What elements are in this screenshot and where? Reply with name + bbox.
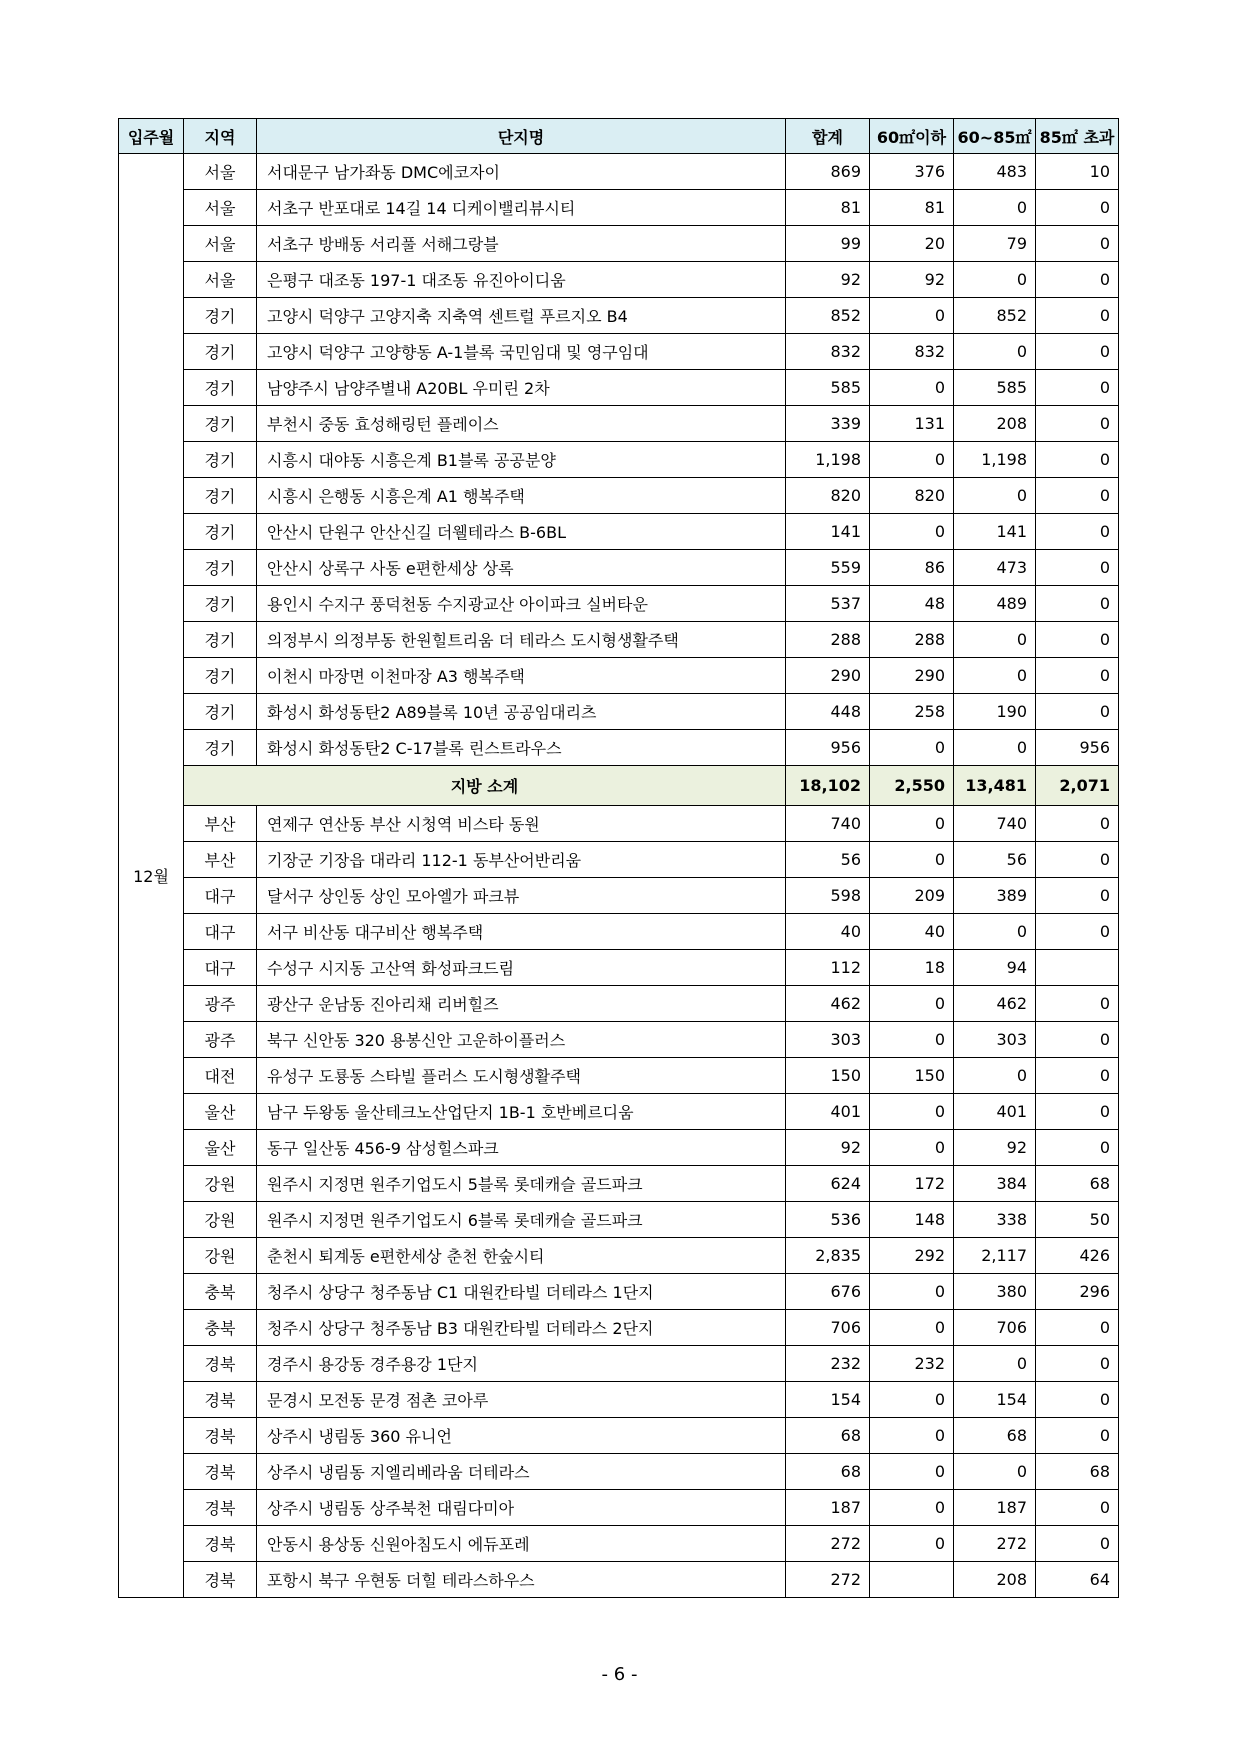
header-complex: 단지명 [257, 119, 786, 154]
over85-cell: 0 [1036, 442, 1119, 478]
under60-cell: 0 [870, 1310, 954, 1346]
complex-name-cell: 이천시 마장면 이천마장 A3 행복주택 [257, 658, 786, 694]
table-row [119, 1490, 1119, 1526]
mid-cell: 56 [954, 842, 1036, 878]
under60-cell: 209 [870, 878, 954, 914]
header-row [119, 119, 1119, 154]
table-row [119, 1562, 1119, 1598]
over85-cell [1036, 950, 1119, 986]
under60-cell: 376 [870, 154, 954, 190]
total-cell: 956 [786, 730, 870, 766]
mid-cell: 483 [954, 154, 1036, 190]
mid-cell: 706 [954, 1310, 1036, 1346]
over85-cell: 296 [1036, 1274, 1119, 1310]
under60-cell: 0 [870, 298, 954, 334]
complex-name-cell: 남양주시 남양주별내 A20BL 우미린 2차 [257, 370, 786, 406]
region-cell: 충북 [184, 1310, 257, 1346]
complex-name-cell: 유성구 도룡동 스타빌 플러스 도시형생활주택 [257, 1058, 786, 1094]
over85-cell: 0 [1036, 226, 1119, 262]
region-cell: 충북 [184, 1274, 257, 1310]
complex-name-cell: 용인시 수지구 풍덕천동 수지광교산 아이파크 실버타운 [257, 586, 786, 622]
total-cell: 68 [786, 1454, 870, 1490]
mid-cell: 380 [954, 1274, 1036, 1310]
header-total: 합계 [786, 119, 870, 154]
mid-cell: 0 [954, 914, 1036, 950]
under60-cell: 40 [870, 914, 954, 950]
table-row [119, 1202, 1119, 1238]
table-row [119, 1418, 1119, 1454]
complex-name-cell: 서대문구 남가좌동 DMC에코자이 [257, 154, 786, 190]
under60-cell: 0 [870, 1454, 954, 1490]
table-row [119, 478, 1119, 514]
region-cell: 강원 [184, 1202, 257, 1238]
table-row [119, 1058, 1119, 1094]
under60-cell: 292 [870, 1238, 954, 1274]
subtotal-under60: 2,550 [870, 766, 954, 806]
header-under60: 60㎡이하 [870, 119, 954, 154]
under60-cell: 20 [870, 226, 954, 262]
region-cell: 경북 [184, 1346, 257, 1382]
housing-supply-table [118, 118, 1119, 1598]
mid-cell: 384 [954, 1166, 1036, 1202]
under60-cell: 86 [870, 550, 954, 586]
over85-cell: 956 [1036, 730, 1119, 766]
over85-cell: 0 [1036, 1526, 1119, 1562]
under60-cell: 48 [870, 586, 954, 622]
mid-cell: 389 [954, 878, 1036, 914]
total-cell: 536 [786, 1202, 870, 1238]
total-cell: 832 [786, 334, 870, 370]
total-cell: 1,198 [786, 442, 870, 478]
over85-cell: 0 [1036, 550, 1119, 586]
table-row [119, 950, 1119, 986]
over85-cell: 0 [1036, 478, 1119, 514]
table-row [119, 1454, 1119, 1490]
over85-cell: 0 [1036, 406, 1119, 442]
mid-cell: 1,198 [954, 442, 1036, 478]
under60-cell: 0 [870, 1382, 954, 1418]
total-cell: 740 [786, 806, 870, 842]
under60-cell: 150 [870, 1058, 954, 1094]
table-row [119, 986, 1119, 1022]
under60-cell: 0 [870, 730, 954, 766]
complex-name-cell: 북구 신안동 320 용봉신안 고운하이플러스 [257, 1022, 786, 1058]
under60-cell: 258 [870, 694, 954, 730]
total-cell: 585 [786, 370, 870, 406]
over85-cell: 0 [1036, 262, 1119, 298]
region-cell: 대전 [184, 1058, 257, 1094]
region-cell: 광주 [184, 1022, 257, 1058]
total-cell: 401 [786, 1094, 870, 1130]
subtotal-total: 18,102 [786, 766, 870, 806]
complex-name-cell: 남구 두왕동 울산테크노산업단지 1B-1 호반베르디움 [257, 1094, 786, 1130]
page-number: - 6 - [601, 1664, 638, 1685]
total-cell: 820 [786, 478, 870, 514]
complex-name-cell: 기장군 기장읍 대라리 112-1 동부산어반리움 [257, 842, 786, 878]
mid-cell: 2,117 [954, 1238, 1036, 1274]
complex-name-cell: 서구 비산동 대구비산 행복주택 [257, 914, 786, 950]
total-cell: 598 [786, 878, 870, 914]
region-cell: 경기 [184, 478, 257, 514]
complex-name-cell: 안산시 상록구 사동 e편한세상 상록 [257, 550, 786, 586]
region-cell: 경북 [184, 1562, 257, 1598]
region-cell: 경기 [184, 406, 257, 442]
under60-cell: 0 [870, 1490, 954, 1526]
mid-cell: 0 [954, 1058, 1036, 1094]
complex-name-cell: 화성시 화성동탄2 A89블록 10년 공공임대리츠 [257, 694, 786, 730]
table-row [119, 226, 1119, 262]
complex-name-cell: 고양시 덕양구 고양향동 A-1블록 국민임대 및 영구임대 [257, 334, 786, 370]
under60-cell: 290 [870, 658, 954, 694]
complex-name-cell: 춘천시 퇴계동 e편한세상 춘천 한숲시티 [257, 1238, 786, 1274]
table-row [119, 442, 1119, 478]
complex-name-cell: 안동시 용상동 신원아침도시 에듀포레 [257, 1526, 786, 1562]
mid-cell: 473 [954, 550, 1036, 586]
over85-cell: 0 [1036, 658, 1119, 694]
over85-cell: 64 [1036, 1562, 1119, 1598]
header-month: 입주월 [119, 119, 184, 154]
under60-cell: 92 [870, 262, 954, 298]
total-cell: 288 [786, 622, 870, 658]
over85-cell: 0 [1036, 1418, 1119, 1454]
mid-cell: 79 [954, 226, 1036, 262]
table-row [119, 806, 1119, 842]
total-cell: 462 [786, 986, 870, 1022]
mid-cell: 338 [954, 1202, 1036, 1238]
complex-name-cell: 의정부시 의정부동 한원힐트리움 더 테라스 도시형생활주택 [257, 622, 786, 658]
region-cell: 서울 [184, 262, 257, 298]
total-cell: 150 [786, 1058, 870, 1094]
region-cell: 서울 [184, 154, 257, 190]
total-cell: 272 [786, 1526, 870, 1562]
total-cell: 448 [786, 694, 870, 730]
region-cell: 울산 [184, 1094, 257, 1130]
total-cell: 559 [786, 550, 870, 586]
table-row [119, 406, 1119, 442]
complex-name-cell: 문경시 모전동 문경 점촌 코아루 [257, 1382, 786, 1418]
table-row [119, 370, 1119, 406]
header-over85: 85㎡ 초과 [1036, 119, 1119, 154]
total-cell: 99 [786, 226, 870, 262]
month-cell: 12월 [119, 154, 184, 1598]
header-60-85: 60~85㎡ [954, 119, 1036, 154]
mid-cell: 0 [954, 1346, 1036, 1382]
total-cell: 154 [786, 1382, 870, 1418]
complex-name-cell: 시흥시 대야동 시흥은계 B1블록 공공분양 [257, 442, 786, 478]
region-cell: 부산 [184, 842, 257, 878]
region-cell: 울산 [184, 1130, 257, 1166]
over85-cell: 426 [1036, 1238, 1119, 1274]
over85-cell: 0 [1036, 1346, 1119, 1382]
mid-cell: 0 [954, 1454, 1036, 1490]
total-cell: 68 [786, 1418, 870, 1454]
table-row [119, 262, 1119, 298]
region-cell: 경기 [184, 586, 257, 622]
table-row [119, 514, 1119, 550]
mid-cell: 0 [954, 658, 1036, 694]
region-cell: 경기 [184, 370, 257, 406]
under60-cell [870, 1562, 954, 1598]
mid-cell: 0 [954, 730, 1036, 766]
over85-cell: 0 [1036, 1382, 1119, 1418]
table-row [119, 586, 1119, 622]
complex-name-cell: 화성시 화성동탄2 C-17블록 린스트라우스 [257, 730, 786, 766]
complex-name-cell: 고양시 덕양구 고양지축 지축역 센트럴 푸르지오 B4 [257, 298, 786, 334]
under60-cell: 0 [870, 442, 954, 478]
over85-cell: 0 [1036, 914, 1119, 950]
complex-name-cell: 은평구 대조동 197-1 대조동 유진아이디움 [257, 262, 786, 298]
under60-cell: 0 [870, 806, 954, 842]
total-cell: 40 [786, 914, 870, 950]
complex-name-cell: 상주시 냉림동 지엘리베라움 더테라스 [257, 1454, 786, 1490]
under60-cell: 148 [870, 1202, 954, 1238]
table-row [119, 1310, 1119, 1346]
region-cell: 대구 [184, 950, 257, 986]
total-cell: 869 [786, 154, 870, 190]
over85-cell: 0 [1036, 1310, 1119, 1346]
total-cell: 290 [786, 658, 870, 694]
mid-cell: 208 [954, 406, 1036, 442]
total-cell: 112 [786, 950, 870, 986]
region-cell: 부산 [184, 806, 257, 842]
region-cell: 경기 [184, 442, 257, 478]
table-row [119, 1022, 1119, 1058]
under60-cell: 832 [870, 334, 954, 370]
under60-cell: 0 [870, 1094, 954, 1130]
mid-cell: 740 [954, 806, 1036, 842]
region-cell: 서울 [184, 226, 257, 262]
under60-cell: 0 [870, 370, 954, 406]
total-cell: 676 [786, 1274, 870, 1310]
over85-cell: 0 [1036, 694, 1119, 730]
complex-name-cell: 경주시 용강동 경주용강 1단지 [257, 1346, 786, 1382]
table-row [119, 190, 1119, 226]
under60-cell: 0 [870, 1022, 954, 1058]
mid-cell: 852 [954, 298, 1036, 334]
table-row [119, 694, 1119, 730]
table-row [119, 842, 1119, 878]
table-row [119, 1274, 1119, 1310]
over85-cell: 0 [1036, 586, 1119, 622]
under60-cell: 0 [870, 986, 954, 1022]
complex-name-cell: 원주시 지정면 원주기업도시 6블록 롯데캐슬 골드파크 [257, 1202, 786, 1238]
mid-cell: 190 [954, 694, 1036, 730]
region-cell: 경기 [184, 514, 257, 550]
table-row [119, 334, 1119, 370]
mid-cell: 303 [954, 1022, 1036, 1058]
table-row [119, 1094, 1119, 1130]
region-cell: 경기 [184, 334, 257, 370]
mid-cell: 272 [954, 1526, 1036, 1562]
complex-name-cell: 부천시 중동 효성해링턴 플레이스 [257, 406, 786, 442]
table-row [119, 1238, 1119, 1274]
under60-cell: 18 [870, 950, 954, 986]
total-cell: 92 [786, 262, 870, 298]
table-body [119, 154, 1119, 1598]
total-cell: 706 [786, 1310, 870, 1346]
complex-name-cell: 시흥시 은행동 시흥은계 A1 행복주택 [257, 478, 786, 514]
total-cell: 92 [786, 1130, 870, 1166]
mid-cell: 0 [954, 190, 1036, 226]
complex-name-cell: 원주시 지정면 원주기업도시 5블록 롯데캐슬 골드파크 [257, 1166, 786, 1202]
mid-cell: 92 [954, 1130, 1036, 1166]
over85-cell: 0 [1036, 1094, 1119, 1130]
total-cell: 141 [786, 514, 870, 550]
under60-cell: 172 [870, 1166, 954, 1202]
region-cell: 경북 [184, 1490, 257, 1526]
table-row [119, 154, 1119, 190]
over85-cell: 0 [1036, 986, 1119, 1022]
complex-name-cell: 동구 일산동 456-9 삼성힐스파크 [257, 1130, 786, 1166]
region-cell: 강원 [184, 1166, 257, 1202]
table-row [119, 298, 1119, 334]
mid-cell: 0 [954, 334, 1036, 370]
over85-cell: 68 [1036, 1454, 1119, 1490]
region-cell: 경기 [184, 694, 257, 730]
complex-name-cell: 포항시 북구 우현동 더힐 테라스하우스 [257, 1562, 786, 1598]
region-cell: 경기 [184, 730, 257, 766]
table-row [119, 914, 1119, 950]
under60-cell: 820 [870, 478, 954, 514]
complex-name-cell: 안산시 단원구 안산신길 더웰테라스 B-6BL [257, 514, 786, 550]
table-row [119, 878, 1119, 914]
mid-cell: 154 [954, 1382, 1036, 1418]
over85-cell: 0 [1036, 370, 1119, 406]
over85-cell: 10 [1036, 154, 1119, 190]
total-cell: 272 [786, 1562, 870, 1598]
region-cell: 경북 [184, 1382, 257, 1418]
total-cell: 56 [786, 842, 870, 878]
table-row [119, 1346, 1119, 1382]
complex-name-cell: 달서구 상인동 상인 모아엘가 파크뷰 [257, 878, 786, 914]
mid-cell: 0 [954, 478, 1036, 514]
under60-cell: 131 [870, 406, 954, 442]
mid-cell: 0 [954, 622, 1036, 658]
region-cell: 경기 [184, 298, 257, 334]
mid-cell: 401 [954, 1094, 1036, 1130]
over85-cell: 0 [1036, 1022, 1119, 1058]
region-cell: 대구 [184, 914, 257, 950]
region-cell: 대구 [184, 878, 257, 914]
over85-cell: 0 [1036, 334, 1119, 370]
table-row [119, 730, 1119, 766]
region-cell: 서울 [184, 190, 257, 226]
total-cell: 2,835 [786, 1238, 870, 1274]
table-row [119, 658, 1119, 694]
mid-cell: 208 [954, 1562, 1036, 1598]
complex-name-cell: 광산구 운남동 진아리채 리버힐즈 [257, 986, 786, 1022]
complex-name-cell: 청주시 상당구 청주동남 C1 대원칸타빌 더테라스 1단지 [257, 1274, 786, 1310]
under60-cell: 81 [870, 190, 954, 226]
subtotal-row [119, 766, 1119, 806]
table-row [119, 1130, 1119, 1166]
over85-cell: 0 [1036, 842, 1119, 878]
region-cell: 경기 [184, 550, 257, 586]
table-row [119, 622, 1119, 658]
region-cell: 경북 [184, 1454, 257, 1490]
complex-name-cell: 연제구 연산동 부산 시청역 비스타 동원 [257, 806, 786, 842]
over85-cell: 0 [1036, 1490, 1119, 1526]
under60-cell: 0 [870, 1418, 954, 1454]
region-cell: 광주 [184, 986, 257, 1022]
mid-cell: 141 [954, 514, 1036, 550]
over85-cell: 0 [1036, 1058, 1119, 1094]
total-cell: 339 [786, 406, 870, 442]
region-cell: 경북 [184, 1526, 257, 1562]
under60-cell: 0 [870, 1526, 954, 1562]
under60-cell: 0 [870, 1130, 954, 1166]
complex-name-cell: 수성구 시지동 고산역 화성파크드림 [257, 950, 786, 986]
table-row [119, 1526, 1119, 1562]
under60-cell: 288 [870, 622, 954, 658]
total-cell: 187 [786, 1490, 870, 1526]
complex-name-cell: 상주시 냉림동 상주북천 대림다미아 [257, 1490, 786, 1526]
over85-cell: 0 [1036, 806, 1119, 842]
complex-name-cell: 서초구 반포대로 14길 14 디케이밸리뷰시티 [257, 190, 786, 226]
mid-cell: 94 [954, 950, 1036, 986]
over85-cell: 0 [1036, 514, 1119, 550]
complex-name-cell: 서초구 방배동 서리풀 서해그랑블 [257, 226, 786, 262]
complex-name-cell: 청주시 상당구 청주동남 B3 대원칸타빌 더테라스 2단지 [257, 1310, 786, 1346]
mid-cell: 0 [954, 262, 1036, 298]
over85-cell: 0 [1036, 190, 1119, 226]
region-cell: 경기 [184, 622, 257, 658]
total-cell: 81 [786, 190, 870, 226]
mid-cell: 585 [954, 370, 1036, 406]
total-cell: 537 [786, 586, 870, 622]
table-row [119, 1166, 1119, 1202]
over85-cell: 0 [1036, 622, 1119, 658]
complex-name-cell: 상주시 냉림동 360 유니언 [257, 1418, 786, 1454]
region-cell: 경기 [184, 658, 257, 694]
under60-cell: 0 [870, 842, 954, 878]
total-cell: 624 [786, 1166, 870, 1202]
under60-cell: 0 [870, 514, 954, 550]
over85-cell: 0 [1036, 878, 1119, 914]
total-cell: 303 [786, 1022, 870, 1058]
table-row [119, 1382, 1119, 1418]
over85-cell: 0 [1036, 1130, 1119, 1166]
mid-cell: 462 [954, 986, 1036, 1022]
subtotal-label: 지방 소계 [184, 766, 786, 806]
region-cell: 경북 [184, 1418, 257, 1454]
region-cell: 강원 [184, 1238, 257, 1274]
subtotal-over85: 2,071 [1036, 766, 1119, 806]
total-cell: 852 [786, 298, 870, 334]
under60-cell: 232 [870, 1346, 954, 1382]
over85-cell: 50 [1036, 1202, 1119, 1238]
subtotal-mid: 13,481 [954, 766, 1036, 806]
mid-cell: 187 [954, 1490, 1036, 1526]
under60-cell: 0 [870, 1274, 954, 1310]
header-region: 지역 [184, 119, 257, 154]
over85-cell: 68 [1036, 1166, 1119, 1202]
table-row [119, 550, 1119, 586]
over85-cell: 0 [1036, 298, 1119, 334]
mid-cell: 489 [954, 586, 1036, 622]
total-cell: 232 [786, 1346, 870, 1382]
mid-cell: 68 [954, 1418, 1036, 1454]
